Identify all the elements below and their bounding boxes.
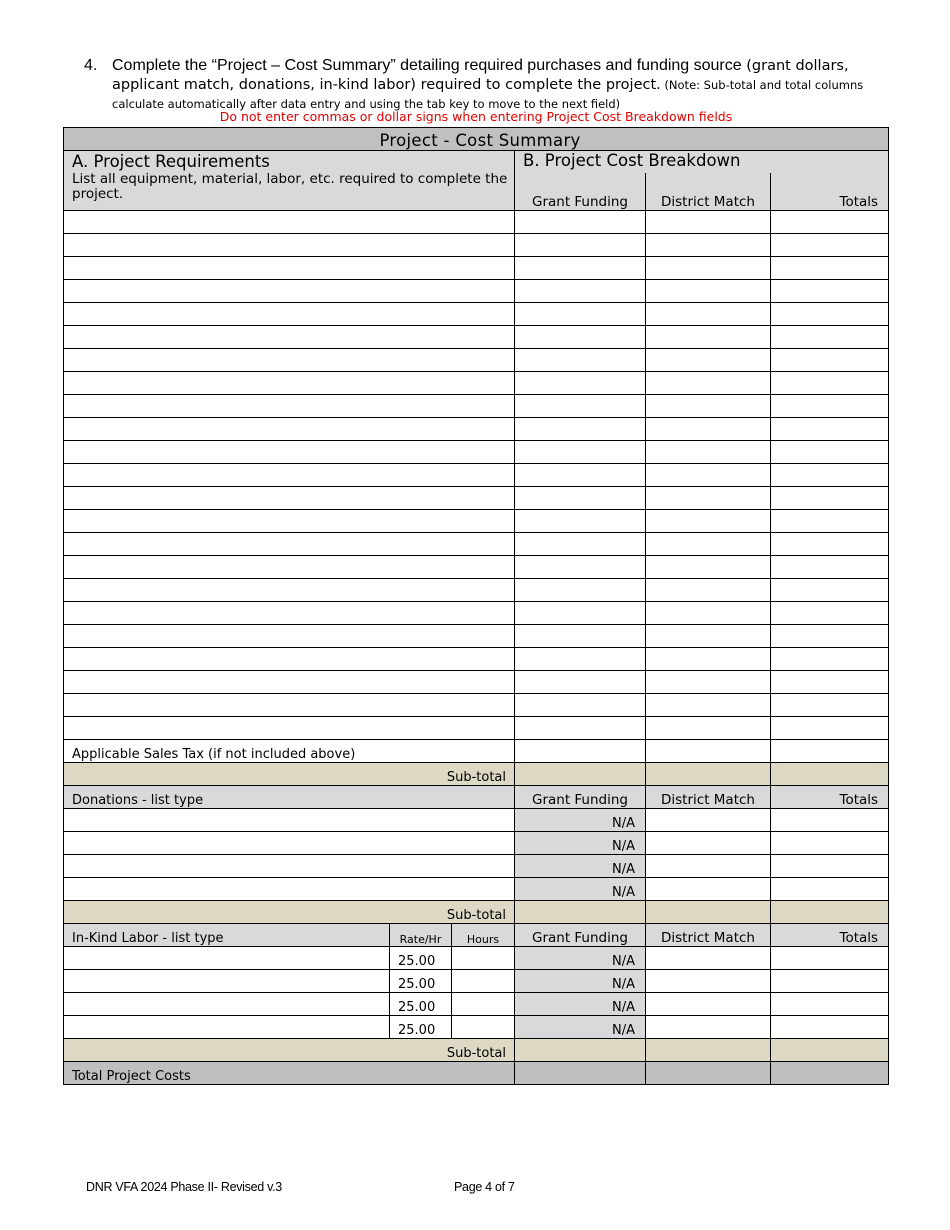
table-row <box>64 463 889 486</box>
table-row <box>64 555 889 578</box>
total-field[interactable] <box>771 601 889 624</box>
donations-header-row <box>64 785 889 808</box>
table-row <box>64 693 889 716</box>
table-row <box>64 578 889 601</box>
grant-funding-field[interactable] <box>515 371 646 394</box>
footer-page-number: Page 4 of 7 <box>454 1180 515 1194</box>
total-district <box>646 1061 771 1084</box>
total-project-costs-label: Total Project Costs <box>64 1061 515 1084</box>
total-field[interactable] <box>771 624 889 647</box>
table-title: Project - Cost Summary <box>64 128 889 151</box>
table-row <box>64 486 889 509</box>
district-match-field[interactable] <box>646 417 771 440</box>
sales-tax-row <box>64 739 889 762</box>
requirements-subtotal-total <box>771 762 889 785</box>
requirement-field[interactable] <box>64 509 515 532</box>
total-field[interactable] <box>771 417 889 440</box>
table-row <box>64 348 889 371</box>
grant-funding-field[interactable] <box>515 394 646 417</box>
grant-funding-field[interactable] <box>515 302 646 325</box>
hours-field[interactable] <box>452 946 515 969</box>
total-field[interactable] <box>771 233 889 256</box>
district-match-field[interactable] <box>646 716 771 739</box>
hours-field[interactable] <box>452 1015 515 1038</box>
total-field[interactable] <box>771 693 889 716</box>
grant-funding-field[interactable] <box>515 624 646 647</box>
requirement-field[interactable] <box>64 578 515 601</box>
district-match-field[interactable] <box>646 532 771 555</box>
grant-funding-field[interactable] <box>515 463 646 486</box>
requirements-subtotal-district <box>646 762 771 785</box>
grant-funding-field[interactable] <box>515 417 646 440</box>
donations-subtotal-grant <box>515 900 646 923</box>
total-field[interactable] <box>771 371 889 394</box>
requirements-subtotal-row <box>64 762 889 785</box>
total-field[interactable] <box>771 440 889 463</box>
requirement-field[interactable] <box>64 693 515 716</box>
district-match-field[interactable] <box>646 279 771 302</box>
grant-funding-field[interactable] <box>515 693 646 716</box>
district-match-field[interactable] <box>646 601 771 624</box>
district-match-field[interactable] <box>646 256 771 279</box>
inkind-total-field[interactable] <box>771 946 889 969</box>
donation-type-field[interactable] <box>64 808 515 831</box>
requirement-field[interactable] <box>64 371 515 394</box>
requirement-field[interactable] <box>64 233 515 256</box>
district-match-field[interactable] <box>646 670 771 693</box>
total-field[interactable] <box>771 509 889 532</box>
inkind-grant-na: N/A <box>515 1015 646 1038</box>
district-match-field[interactable] <box>646 693 771 716</box>
district-match-field[interactable] <box>646 325 771 348</box>
total-field[interactable] <box>771 348 889 371</box>
inkind-total-field[interactable] <box>771 969 889 992</box>
inkind-grant-na: N/A <box>515 969 646 992</box>
inkind-col-district: District Match <box>646 923 771 946</box>
donations-subtotal-row <box>64 900 889 923</box>
inkind-subtotal-total <box>771 1038 889 1061</box>
requirement-field[interactable] <box>64 624 515 647</box>
col-header-grant: Grant Funding <box>515 173 646 210</box>
table-row <box>64 325 889 348</box>
instruction-text-b: (grant dollars, applicant match, donations, in-kind labor) required to complete the project. <box>112 58 849 93</box>
total-field[interactable] <box>771 210 889 233</box>
inkind-district-field[interactable] <box>646 992 771 1015</box>
table-row <box>64 1015 889 1038</box>
requirement-field[interactable] <box>64 348 515 371</box>
donation-district-field[interactable] <box>646 808 771 831</box>
grant-funding-field[interactable] <box>515 348 646 371</box>
donations-subtotal-label: Sub-total <box>64 900 515 923</box>
donations-col-grant: Grant Funding <box>515 785 646 808</box>
requirement-field[interactable] <box>64 256 515 279</box>
total-field[interactable] <box>771 394 889 417</box>
sales-tax-total-field[interactable] <box>771 739 889 762</box>
inkind-grant-na: N/A <box>515 946 646 969</box>
requirements-subtotal-label: Sub-total <box>64 762 515 785</box>
district-match-field[interactable] <box>646 647 771 670</box>
table-row <box>64 371 889 394</box>
cost-summary-table <box>63 127 889 1085</box>
section-a-description: List all equipment, material, labor, etc. required to complete the project. <box>72 171 508 202</box>
district-match-field[interactable] <box>646 371 771 394</box>
requirement-field[interactable] <box>64 670 515 693</box>
instruction-note: (Note: Sub-total and total columns calculate automatically after data entry and using the tab key to move to the next field) <box>112 78 864 111</box>
grant-funding-field[interactable] <box>515 325 646 348</box>
donation-grant-na: N/A <box>515 831 646 854</box>
total-field[interactable] <box>771 670 889 693</box>
donation-district-field[interactable] <box>646 854 771 877</box>
col-header-totals: Totals <box>771 173 889 210</box>
rate-value[interactable]: 25.00 <box>390 969 452 992</box>
table-row <box>64 624 889 647</box>
table-row <box>64 969 889 992</box>
requirement-field[interactable] <box>64 716 515 739</box>
footer-doc-id: DNR VFA 2024 Phase II- Revised v.3 <box>86 1180 282 1194</box>
table-row <box>64 716 889 739</box>
total-field[interactable] <box>771 647 889 670</box>
donation-total-field[interactable] <box>771 831 889 854</box>
district-match-field[interactable] <box>646 578 771 601</box>
inkind-subtotal-district <box>646 1038 771 1061</box>
hours-field[interactable] <box>452 969 515 992</box>
col-header-district: District Match <box>646 173 771 210</box>
table-row <box>64 992 889 1015</box>
requirement-field[interactable] <box>64 325 515 348</box>
section-a-header <box>64 151 515 211</box>
donation-total-field[interactable] <box>771 854 889 877</box>
district-match-field[interactable] <box>646 486 771 509</box>
table-row <box>64 946 889 969</box>
requirement-field[interactable] <box>64 463 515 486</box>
requirement-field[interactable] <box>64 532 515 555</box>
table-row <box>64 808 889 831</box>
district-match-field[interactable] <box>646 463 771 486</box>
rate-value[interactable]: 25.00 <box>390 992 452 1015</box>
total-field[interactable] <box>771 578 889 601</box>
total-field[interactable] <box>771 279 889 302</box>
table-row <box>64 210 889 233</box>
inkind-subtotal-label: Sub-total <box>64 1038 515 1061</box>
table-row <box>64 877 889 900</box>
total-total <box>771 1061 889 1084</box>
rate-value[interactable]: 25.00 <box>390 1015 452 1038</box>
table-row <box>64 854 889 877</box>
inkind-type-field[interactable] <box>64 1015 390 1038</box>
requirement-field[interactable] <box>64 417 515 440</box>
district-match-field[interactable] <box>646 233 771 256</box>
step-number: 4. <box>84 57 98 74</box>
grant-funding-field[interactable] <box>515 486 646 509</box>
grant-funding-field[interactable] <box>515 509 646 532</box>
instruction-text-a: Complete the “Project – Cost Summary” detailing required purchases and funding source <box>112 57 742 74</box>
district-match-field[interactable] <box>646 348 771 371</box>
total-field[interactable] <box>771 555 889 578</box>
donation-total-field[interactable] <box>771 808 889 831</box>
section-b-title: B. Project Cost Breakdown <box>515 151 889 174</box>
table-row <box>64 279 889 302</box>
table-row <box>64 670 889 693</box>
total-row <box>64 1061 889 1084</box>
grant-funding-field[interactable] <box>515 279 646 302</box>
instruction-block <box>84 56 904 114</box>
donations-label: Donations - list type <box>64 785 515 808</box>
rate-header: Rate/Hr <box>390 923 452 946</box>
inkind-type-field[interactable] <box>64 992 390 1015</box>
grant-funding-field[interactable] <box>515 256 646 279</box>
grant-funding-field[interactable] <box>515 578 646 601</box>
requirement-field[interactable] <box>64 486 515 509</box>
grant-funding-field[interactable] <box>515 716 646 739</box>
warning-text: Do not enter commas or dollar signs when entering Project Cost Breakdown fields <box>219 109 733 124</box>
sales-tax-grant-field[interactable] <box>515 739 646 762</box>
district-match-field[interactable] <box>646 394 771 417</box>
grant-funding-field[interactable] <box>515 647 646 670</box>
inkind-col-totals: Totals <box>771 923 889 946</box>
total-field[interactable] <box>771 486 889 509</box>
table-row <box>64 831 889 854</box>
sales-tax-label: Applicable Sales Tax (if not included above) <box>64 739 515 762</box>
table-row <box>64 532 889 555</box>
inkind-type-field[interactable] <box>64 946 390 969</box>
donation-type-field[interactable] <box>64 877 515 900</box>
total-field[interactable] <box>771 716 889 739</box>
donation-grant-na: N/A <box>515 808 646 831</box>
grant-funding-field[interactable] <box>515 210 646 233</box>
grant-funding-field[interactable] <box>515 670 646 693</box>
total-field[interactable] <box>771 325 889 348</box>
section-a-title: A. Project Requirements <box>72 152 270 171</box>
district-match-field[interactable] <box>646 440 771 463</box>
grant-funding-field[interactable] <box>515 601 646 624</box>
district-match-field[interactable] <box>646 624 771 647</box>
inkind-total-field[interactable] <box>771 992 889 1015</box>
donation-district-field[interactable] <box>646 831 771 854</box>
district-match-field[interactable] <box>646 555 771 578</box>
donations-col-totals: Totals <box>771 785 889 808</box>
table-row <box>64 440 889 463</box>
sales-tax-district-field[interactable] <box>646 739 771 762</box>
requirement-field[interactable] <box>64 555 515 578</box>
table-row <box>64 256 889 279</box>
total-field[interactable] <box>771 256 889 279</box>
requirement-field[interactable] <box>64 601 515 624</box>
donation-district-field[interactable] <box>646 877 771 900</box>
table-row <box>64 302 889 325</box>
donation-grant-na: N/A <box>515 854 646 877</box>
inkind-col-grant: Grant Funding <box>515 923 646 946</box>
inkind-subtotal-row <box>64 1038 889 1061</box>
grant-funding-field[interactable] <box>515 233 646 256</box>
district-match-field[interactable] <box>646 302 771 325</box>
inkind-grant-na: N/A <box>515 992 646 1015</box>
district-match-field[interactable] <box>646 210 771 233</box>
donation-type-field[interactable] <box>64 831 515 854</box>
requirement-field[interactable] <box>64 302 515 325</box>
hours-field[interactable] <box>452 992 515 1015</box>
donations-col-district: District Match <box>646 785 771 808</box>
inkind-district-field[interactable] <box>646 969 771 992</box>
table-row <box>64 233 889 256</box>
table-row <box>64 601 889 624</box>
hours-header: Hours <box>452 923 515 946</box>
inkind-label: In-Kind Labor - list type <box>64 923 390 946</box>
requirement-field[interactable] <box>64 394 515 417</box>
total-field[interactable] <box>771 302 889 325</box>
requirement-field[interactable] <box>64 210 515 233</box>
table-row <box>64 394 889 417</box>
donation-total-field[interactable] <box>771 877 889 900</box>
donations-subtotal-district <box>646 900 771 923</box>
table-row <box>64 647 889 670</box>
rate-value[interactable]: 25.00 <box>390 946 452 969</box>
inkind-total-field[interactable] <box>771 1015 889 1038</box>
inkind-header-row <box>64 923 889 946</box>
total-grant <box>515 1061 646 1084</box>
table-row <box>64 509 889 532</box>
grant-funding-field[interactable] <box>515 440 646 463</box>
requirements-subtotal-grant <box>515 762 646 785</box>
donations-subtotal-total <box>771 900 889 923</box>
grant-funding-field[interactable] <box>515 532 646 555</box>
inkind-district-field[interactable] <box>646 1015 771 1038</box>
requirement-field[interactable] <box>64 440 515 463</box>
donation-type-field[interactable] <box>64 854 515 877</box>
requirement-field[interactable] <box>64 647 515 670</box>
inkind-type-field[interactable] <box>64 969 390 992</box>
grant-funding-field[interactable] <box>515 555 646 578</box>
inkind-district-field[interactable] <box>646 946 771 969</box>
table-row <box>64 417 889 440</box>
district-match-field[interactable] <box>646 509 771 532</box>
inkind-subtotal-grant <box>515 1038 646 1061</box>
donation-grant-na: N/A <box>515 877 646 900</box>
total-field[interactable] <box>771 463 889 486</box>
requirement-field[interactable] <box>64 279 515 302</box>
total-field[interactable] <box>771 532 889 555</box>
